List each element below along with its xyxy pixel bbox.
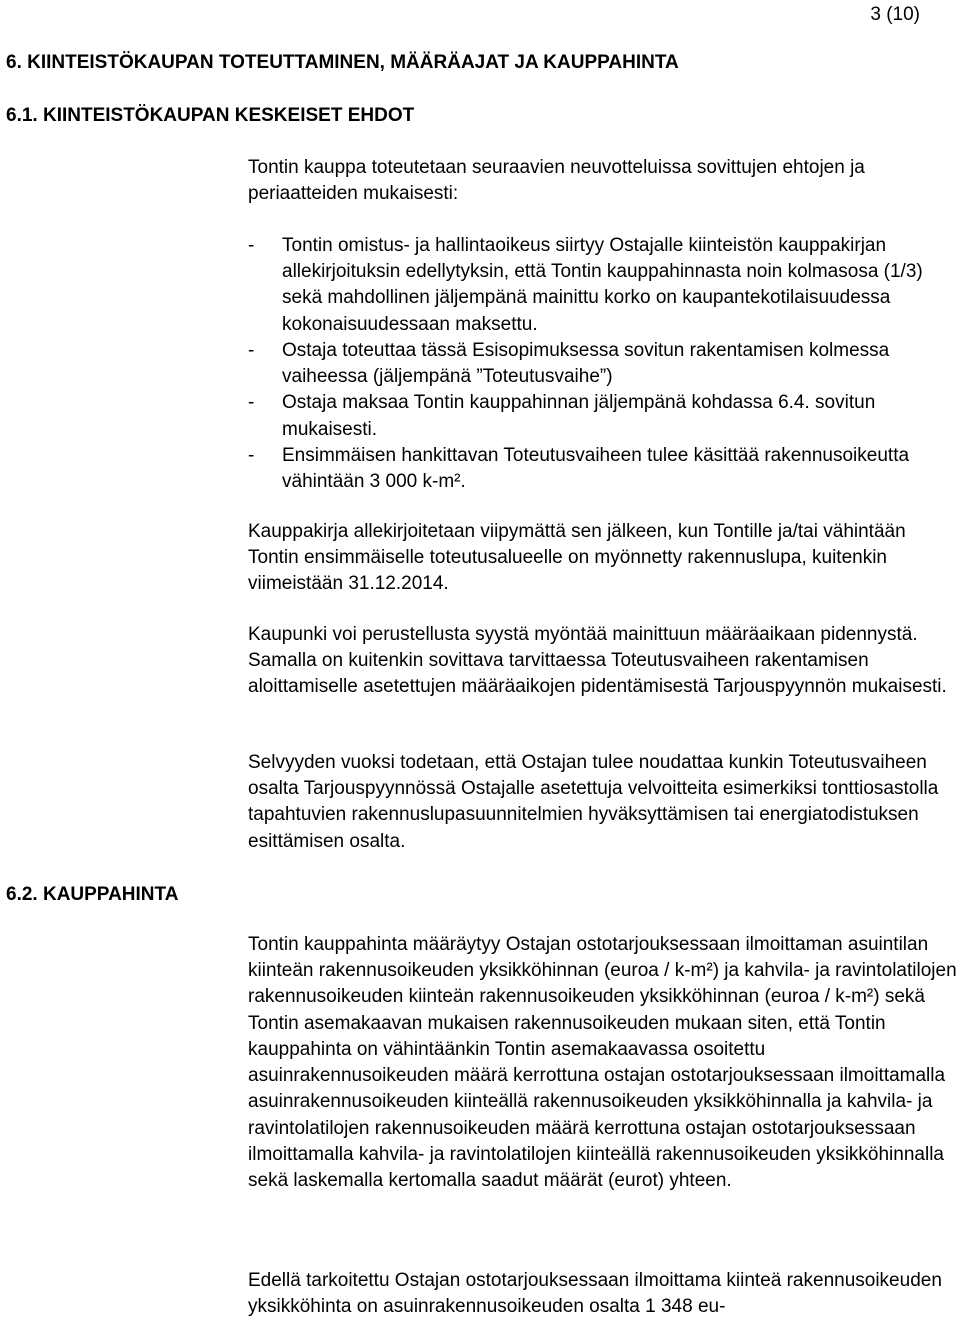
list-item-text: Ensimmäisen hankittavan Toteutusvaiheen tulee käsittää rakennusoikeutta vähintään 3 000 k-m². — [282, 444, 910, 492]
intro-paragraph: Tontin kauppa toteutetaan seuraavien neuvotteluissa sovittujen ehtojen ja periaatteiden mukaisesti: — [248, 157, 865, 205]
list-item — [248, 338, 960, 390]
purchase-price-paragraph: Tontin kauppahinta määräytyy Ostajan ostotarjouksessaan ilmoittaman asuintilan kiinteän rakennusoikeuden yksikköhinnan (euroa / k-m²) ja kahvila- ja ravintolatilojen rakennusoikeuden kiinteän rakennusoikeuden yksikköhinnan (euroa / k-m²) sekä Tontin asemakaavan mukaisen rakennusoikeuden mukaan siten, että Tontin kauppahinta on vähintäänkin Tontin asemakaavassa osoitettu asuinrakennusoikeuden määrä kerrottuna ostajan ostotarjouksessaan ilmoittamalla asuinrakennusoikeuden kiinteällä rakennusoikeuden yksikköhinnalla ja kahvila- ja ravintolatilojen rakennusoikeuden määrä kerrottuna ostajan ostotarjouksessaan ilmoittamalla kahvila- ja ravintolatilojen kiinteällä rakennusoikeuden yksikköhinnalla sekä laskemalla kertomalla saadut määrät (eurot) yhteen. — [248, 934, 957, 1191]
list-item-text: Ostaja toteuttaa tässä Esisopimuksessa sovitun rakentamisen kolmessa vaiheessa (jäljempänä ”Toteutusvaihe”) — [282, 339, 890, 388]
list-item-text: Ostaja maksaa Tontin kauppahinnan jäljempänä kohdassa 6.4. sovitun mukaisesti. — [282, 392, 876, 440]
page-number: 3 (10) — [870, 4, 920, 25]
clarity-paragraph: Selvyyden vuoksi todetaan, että Ostajan tulee noudattaa kunkin Toteutusvaiheen osalta Tarjouspyynnössä Ostajalle asetettuja velvoitteita esimerkiksi tonttiosastolla tapahtuvien rakennuslupasuunnitelmien hyväksyttämisen tai energiatodistuksen esittämisen osalta. — [248, 752, 939, 852]
list-item-text: Tontin omistus- ja hallintaoikeus siirtyy Ostajalle kiinteistön kauppakirjan allekirjoituksin edellytyksin, että Tontin kauppahinnasta noin kolmasosa (1/3) sekä mahdollinen jäljempänä mainittu korko on kaupantekotilaisuudessa kokonaisuudessaan maksettu. — [282, 235, 923, 335]
dash-bullet: - — [248, 444, 255, 466]
dash-bullet: - — [248, 339, 255, 361]
section-heading-6: 6. KIINTEISTÖKAUPAN TOTEUTTAMINEN, MÄÄRÄAJAT JA KAUPPAHINTA — [6, 52, 679, 73]
dash-bullet: - — [248, 392, 255, 414]
extension-paragraph: Kaupunki voi perustellusta syystä myöntää mainittuun määräaikaan pidennystä. Samalla on kuitenkin sovittava tarvittaessa Toteutusvaiheen rakentamisen aloittamiselle asetettujen määräaikojen pidentämisestä Tarjouspyynnön mukaisesti. — [248, 624, 947, 698]
unit-price-paragraph: Edellä tarkoitettu Ostajan ostotarjouksessaan ilmoittama kiinteä rakennusoikeuden yksikköhinta on asuinrakennusoikeuden osalta 1 348 eu- — [248, 1270, 942, 1318]
list-item — [248, 443, 960, 495]
section-heading-6-1: 6.1. KIINTEISTÖKAUPAN KESKEISET EHDOT — [6, 105, 415, 126]
list-item — [248, 233, 960, 338]
section-heading-6-2: 6.2. KAUPPAHINTA — [6, 884, 179, 905]
signing-paragraph: Kauppakirja allekirjoitetaan viipymättä sen jälkeen, kun Tontille ja/tai vähintään Tontin ensimmäiselle toteutusalueelle on myönnetty rakennuslupa, kuitenkin viimeistään 31.12.2014. — [248, 521, 906, 595]
list-item — [248, 390, 960, 442]
terms-list — [248, 233, 960, 495]
dash-bullet: - — [248, 235, 255, 256]
